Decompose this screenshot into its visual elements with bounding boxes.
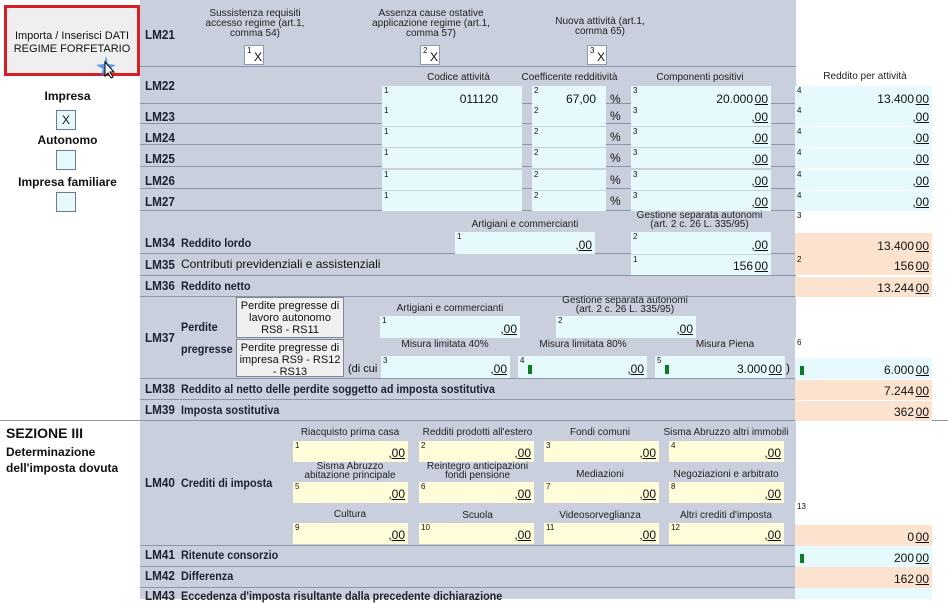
impresa-familiare-label: Impresa familiare: [18, 175, 117, 189]
header-reddito: Reddito per attività: [823, 71, 907, 82]
lm40-h9: Cultura: [333, 509, 367, 520]
lm21-header-1: Sussistenza requisiti accesso regime (art.1, comma 54): [205, 8, 305, 39]
lm37-header-piena: Misura Piena: [695, 339, 755, 350]
lm40-field-2[interactable]: 2 ,00: [419, 441, 534, 462]
lm21-checkbox-2[interactable]: 2 X: [420, 45, 440, 65]
lm34-total-field: 13.400 00: [795, 233, 932, 255]
lm22-codice-field[interactable]: 1 011120: [382, 86, 522, 108]
lm42-code: LM42: [145, 568, 175, 583]
perdite-lavoro-autonomo-button[interactable]: Perdite pregresse di lavoro autonomo RS8 - RS11: [236, 297, 344, 338]
lm27-codice-field[interactable]: 1: [382, 191, 522, 211]
lm34-code: LM34: [145, 235, 175, 250]
lm37-label-2: pregresse: [181, 342, 233, 356]
lm35-label: Contributi previdenziali e assistenziali: [181, 257, 381, 271]
lm21-header-3: Nuova attività (art.1, comma 65): [555, 16, 645, 37]
lm35-field[interactable]: 1 156 00: [631, 255, 771, 275]
lm43-code: LM43: [145, 588, 175, 603]
lm34-label: Reddito lordo: [181, 236, 252, 250]
lm40-field-10[interactable]: 10 ,00: [419, 523, 534, 544]
lm41-code: LM41: [145, 547, 175, 562]
lm40-field-7[interactable]: 7 ,00: [544, 482, 659, 503]
lm35-total-field: 2 156 00: [795, 255, 932, 275]
impresa-familiare-checkbox[interactable]: [56, 192, 76, 212]
lm40-field-5[interactable]: 5 ,00: [293, 482, 408, 503]
impresa-label: Impresa: [44, 89, 91, 103]
lm23-comp-field[interactable]: 3 ,00: [631, 106, 771, 126]
lm26-reddito-field[interactable]: 4 ,00: [795, 170, 932, 190]
lm37-80-field[interactable]: 4 ,00: [518, 356, 647, 378]
lm23-pct: %: [610, 109, 621, 123]
mouse-cursor-icon: [93, 54, 119, 80]
lm34-gestione-field[interactable]: 2 ,00: [631, 232, 771, 254]
lm37-close-paren: ): [786, 361, 790, 375]
lm22-comp-field[interactable]: 3 20.000 00: [631, 86, 771, 108]
lm34-artigiani-field[interactable]: 1 ,00: [455, 232, 595, 254]
lm24-comp-field[interactable]: 3 ,00: [631, 127, 771, 147]
lm21-code: LM21: [145, 27, 175, 42]
lm27-reddito-field[interactable]: 4 ,00: [795, 191, 932, 211]
lm24-pct: %: [610, 130, 621, 144]
lm40-h8: Negoziazioni e arbitrato: [673, 469, 779, 480]
lm25-reddito-field[interactable]: 4 ,00: [795, 148, 932, 168]
lm37-header-40: Misura limitata 40%: [401, 339, 489, 350]
lm40-h3: Fondi comuni: [569, 427, 631, 438]
header-codice: Codice attività: [427, 72, 490, 83]
lm23-code: LM23: [145, 109, 175, 124]
sezione-title: SEZIONE III: [6, 425, 84, 441]
header-coeff: Coefficente redditività: [521, 72, 618, 83]
lm37-dicui: (di cui: [348, 363, 378, 375]
lm37-code: LM37: [145, 330, 175, 345]
lm40-field-3[interactable]: 3 ,00: [544, 441, 659, 462]
lm40-h10: Scuola: [462, 510, 493, 521]
lm39-total-field: 362 00: [795, 401, 932, 421]
lm26-comp-field[interactable]: 3 ,00: [631, 170, 771, 190]
lm43-label: Eccedenza d'imposta risultante dalla precedente dichiarazione: [181, 589, 503, 603]
perdite-impresa-button[interactable]: Perdite pregresse di impresa RS9 - RS12 - RS13: [236, 339, 344, 377]
impresa-checkbox[interactable]: X: [56, 110, 76, 130]
lm27-pct: %: [610, 194, 621, 208]
lm34-header-gestione: Gestione separata autonomi (art. 2 c. 26 L. 335/95): [636, 210, 763, 230]
lm37-40-field[interactable]: 3 ,00: [381, 356, 510, 378]
lm36-code: LM36: [145, 278, 175, 293]
lm40-code: LM40: [145, 475, 175, 490]
lm40-h5: Sisma Abruzzo abitazione principale: [304, 461, 396, 481]
lm26-pct: %: [610, 173, 621, 187]
lm37-gestione-field[interactable]: 2 ,00: [556, 316, 696, 338]
lm36-total-field: 13.244 00: [795, 277, 932, 297]
lm40-field-8[interactable]: 8 ,00: [669, 482, 784, 503]
lm34-header-artigiani: Artigiani e commercianti: [471, 219, 579, 230]
lm40-field-1[interactable]: 1 ,00: [293, 441, 408, 462]
lm22-reddito-field[interactable]: 4 13.400 00: [795, 86, 932, 108]
lm40-h11: Videosorveglianza: [559, 510, 641, 521]
lm21-header-2: Assenza cause ostative applicazione regime (art.1, comma 57): [372, 8, 490, 39]
lm38-label: Reddito al netto delle perdite soggetto ad imposta sostitutiva: [181, 382, 495, 396]
lm25-comp-field[interactable]: 3 ,00: [631, 148, 771, 168]
lm40-h2: Redditi prodotti all'estero: [422, 427, 533, 438]
lm40-h4: Sisma Abruzzo altri immobili: [663, 427, 789, 438]
autonomo-label: Autonomo: [37, 133, 98, 147]
lm25-codice-field[interactable]: 1: [382, 148, 522, 168]
lm38-total-field: 7.244 00: [795, 380, 932, 400]
lm21-checkbox-3[interactable]: 3 X: [587, 45, 607, 65]
lm27-coeff-field[interactable]: 2: [532, 191, 606, 211]
lm22-coeff-field[interactable]: 2 67,00: [532, 86, 606, 108]
lm22-code: LM22: [145, 78, 175, 93]
lm40-h6: Reintegro anticipazioni fondi pensione: [426, 461, 529, 481]
header-componenti: Componenti positivi: [656, 72, 744, 83]
lm21-checkbox-1[interactable]: 1 X: [244, 45, 264, 65]
import-button[interactable]: Importa / Inserisci DATI REGIME FORFETARIO: [4, 5, 140, 76]
lm40-field-4[interactable]: 4 ,00: [669, 441, 784, 462]
lm40-field-9[interactable]: 9 ,00: [293, 523, 408, 544]
lm40-label-13: 13: [795, 502, 932, 524]
autonomo-checkbox[interactable]: [56, 150, 76, 170]
lm41-label: Ritenute consorzio: [181, 548, 279, 562]
lm25-code: LM25: [145, 151, 175, 166]
lm39-label: Imposta sostitutiva: [181, 403, 280, 417]
lm37-label-6: 6: [795, 338, 932, 358]
lm37-header-gestione: Gestione separata autonomi (art. 2 c. 26 L. 335/95): [562, 295, 688, 315]
lm27-code: LM27: [145, 194, 175, 209]
lm40-field-6[interactable]: 6 ,00: [419, 482, 534, 503]
lm40-h7: Mediazioni: [576, 469, 624, 480]
lm37-header-80: Misura limitata 80%: [539, 339, 627, 350]
lm24-reddito-field[interactable]: 4 ,00: [795, 127, 932, 147]
lm22-pct: %: [610, 92, 621, 106]
lm26-codice-field[interactable]: 1: [382, 170, 522, 190]
lm38-code: LM38: [145, 381, 175, 396]
lm41-total-field[interactable]: 200 00: [795, 546, 932, 567]
lm23-coeff-field[interactable]: 2: [532, 106, 606, 126]
lm40-label: Crediti di imposta: [181, 476, 273, 490]
lm36-label: Reddito netto: [181, 279, 251, 293]
lm39-code: LM39: [145, 402, 175, 417]
lm40-h12: Altri crediti d'imposta: [680, 510, 772, 521]
lm37-header-artigiani: Artigiani e commercianti: [396, 303, 504, 314]
sezione-subtitle: Determinazione dell'imposta dovuta: [6, 445, 119, 475]
lm25-pct: %: [610, 151, 621, 165]
lm35-code: LM35: [145, 257, 175, 272]
lm34-label-3: 3: [795, 211, 932, 233]
lm42-label: Differenza: [181, 569, 234, 583]
lm24-code: LM24: [145, 130, 175, 145]
lm37-total-field[interactable]: 6.000 00: [795, 358, 932, 379]
lm26-code: LM26: [145, 173, 175, 188]
lm23-reddito-field[interactable]: 4 ,00: [795, 106, 932, 126]
lm42-total-field: 162 00: [795, 567, 932, 588]
lm37-piena-field[interactable]: 5 3.000 00: [655, 356, 785, 378]
lm24-coeff-field[interactable]: 2: [532, 127, 606, 147]
lm37-label-1: Perdite: [181, 320, 218, 334]
lm40-field-12[interactable]: 12 ,00: [669, 523, 784, 544]
lm40-total-field: 0 00: [795, 525, 932, 546]
lm24-codice-field[interactable]: 1: [382, 127, 522, 147]
lm43-total-field[interactable]: [795, 588, 932, 599]
lm27-comp-field[interactable]: 3 ,00: [631, 191, 771, 211]
lm40-h1: Riacquisto prima casa: [300, 427, 400, 438]
lm25-coeff-field[interactable]: 2: [532, 148, 606, 168]
lm26-coeff-field[interactable]: 2: [532, 170, 606, 190]
lm23-codice-field[interactable]: 1: [382, 106, 522, 126]
lm37-artigiani-field[interactable]: 1 ,00: [380, 316, 520, 338]
lm40-field-11[interactable]: 11 ,00: [544, 523, 659, 544]
